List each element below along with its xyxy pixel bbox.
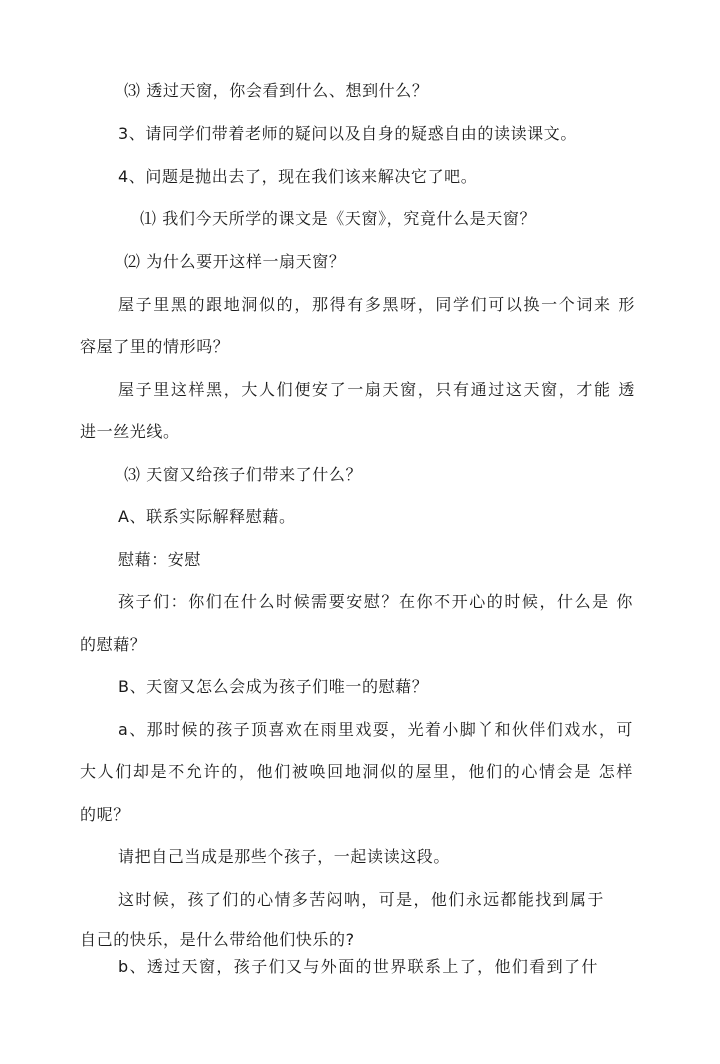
text-line-11: A、联系实际解释慰藉。 — [118, 507, 296, 526]
text-line-15: B、天窗又怎么会成为孩子们唯一的慰藉？ — [118, 677, 429, 696]
text-line-17: 大人们却是不允许的，他们被唤回地洞似的屋里，他们的心情会是 怎样 — [80, 762, 633, 781]
text-line-7: 容屋了里的情形吗？ — [80, 337, 230, 356]
text-line-20: 这时候，孩了们的心情多苦闷呐，可是，他们永远都能找到属于 — [118, 890, 604, 909]
text-line-16: a、那时候的孩子顶喜欢在雨里戏耍，光着小脚丫和伙伴们戏水，可 — [118, 720, 633, 739]
text-line-22: b、透过天窗，孩子们又与外面的世界联系上了，他们看到了什 — [118, 957, 598, 976]
text-line-6: 屋子里黑的跟地洞似的，那得有多黑呀，同学们可以换一个词来 形 — [118, 295, 635, 314]
text-line-18: 的呢？ — [80, 805, 130, 824]
text-line-9: 进一丝光线。 — [80, 422, 180, 441]
text-line-12: 慰藉：安慰 — [118, 550, 202, 569]
text-line-5: ⑵ 为什么要开这样一扇天窗？ — [124, 252, 346, 271]
text-line-10: ⑶ 天窗又给孩子们带来了什么？ — [124, 465, 363, 484]
text-line-19: 请把自己当成是那些个孩子，一起读读这段。 — [118, 847, 451, 866]
text-line-14: 的慰藉？ — [80, 635, 147, 654]
text-line-21: 自己的快乐，是什么带给他们快乐的? — [80, 930, 355, 949]
text-line-4: ⑴ 我们今天所学的课文是《天窗》，究竟什么是天窗？ — [140, 209, 537, 228]
text-line-3: 4、问题是抛出去了，现在我们该来解决它了吧。 — [118, 167, 478, 186]
text-line-13: 孩子们：你们在什么时候需要安慰？在你不开心的时候，什么是 你 — [118, 592, 633, 611]
text-line-8: 屋子里这样黑，大人们便安了一扇天窗，只有通过这天窗，才能 透 — [118, 380, 635, 399]
text-line-2: 3、请同学们带着老师的疑问以及自身的疑惑自由的读读课文。 — [118, 124, 577, 143]
text-line-1: ⑶ 透过天窗，你会看到什么、想到什么？ — [124, 81, 429, 100]
